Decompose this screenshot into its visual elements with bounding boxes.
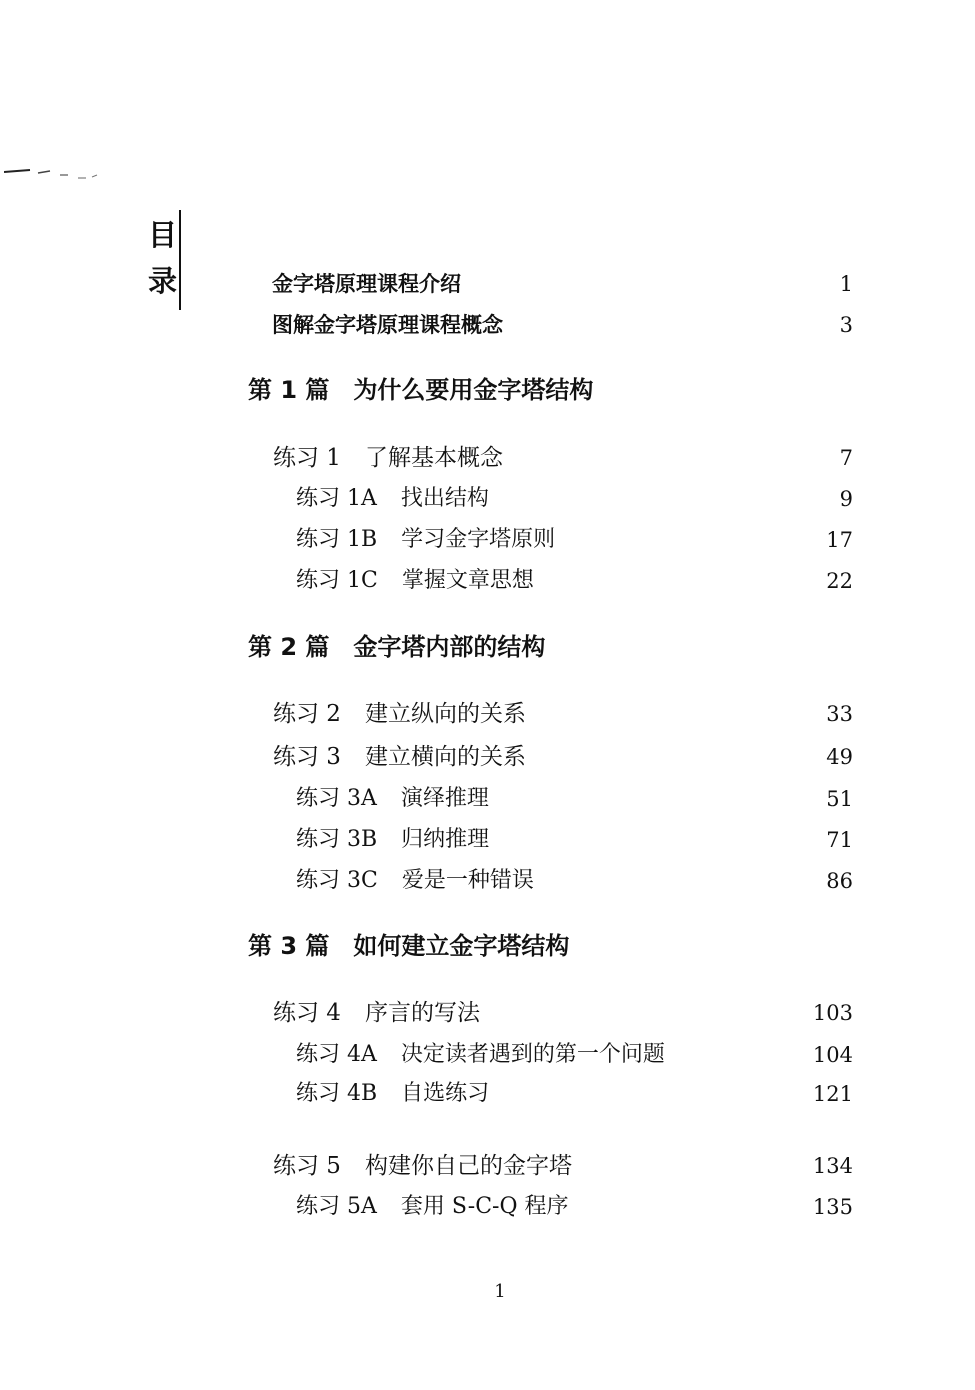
subexercise-heading — [296, 1189, 569, 1225]
toc-entry-page: 33 — [826, 702, 853, 726]
toc-entry-subexercise — [0, 481, 975, 517]
exercise-heading — [273, 995, 480, 1031]
toc-entry-exercise — [0, 995, 975, 1031]
part-heading-text — [248, 926, 569, 966]
exercise-number: 练习 1 — [273, 445, 341, 471]
toc-entry-subexercise — [0, 863, 975, 899]
toc-part-heading — [0, 926, 975, 966]
toc-entry-subexercise — [0, 522, 975, 558]
part-heading-text — [248, 627, 545, 667]
exercise-number: 练习 4 — [273, 1000, 341, 1026]
subexercise-heading — [296, 1076, 489, 1112]
toc-entry-intro — [0, 266, 975, 302]
subexercise-title: 掌握文章思想 — [401, 568, 534, 593]
subexercise-number: 练习 1A — [296, 486, 377, 511]
toc-entry-title: 金字塔原理课程介绍 — [272, 272, 461, 296]
subexercise-title: 演绎推理 — [400, 786, 489, 811]
toc-entry-page: 104 — [812, 1043, 853, 1067]
subexercise-number: 练习 1B — [296, 527, 378, 552]
toc-entry-page: 103 — [812, 1001, 853, 1025]
part-number: 第 1 篇 — [248, 376, 330, 404]
toc-entry-subexercise — [0, 822, 975, 858]
toc-entry-exercise — [0, 696, 975, 732]
subexercise-number: 练习 4A — [296, 1042, 377, 1067]
subexercise-title: 决定读者遇到的第一个问题 — [400, 1042, 665, 1067]
part-number: 第 3 篇 — [248, 932, 330, 960]
side-title-char-2: 录 — [148, 264, 178, 298]
toc-entry-page: 121 — [812, 1082, 853, 1106]
toc-entry-exercise — [0, 739, 975, 775]
subexercise-title: 学习金字塔原则 — [401, 527, 556, 552]
exercise-heading — [273, 739, 526, 775]
subexercise-heading — [296, 522, 555, 558]
exercise-title: 了解基本概念 — [364, 445, 503, 471]
exercise-title: 建立纵向的关系 — [364, 701, 526, 727]
subexercise-number: 练习 3C — [296, 868, 378, 893]
subexercise-title: 自选练习 — [401, 1081, 490, 1106]
subexercise-heading — [296, 481, 489, 517]
exercise-number: 练习 5 — [273, 1153, 341, 1179]
exercise-number: 练习 3 — [273, 744, 341, 770]
toc-entry-page: 7 — [839, 446, 853, 470]
subexercise-title: 归纳推理 — [401, 827, 490, 852]
toc-entry-page: 22 — [826, 569, 853, 593]
side-title-char-1: 目 — [148, 218, 178, 252]
subexercise-title: 套用 S-C-Q 程序 — [400, 1194, 569, 1219]
subexercise-number: 练习 5A — [296, 1194, 377, 1219]
toc-entry-page: 51 — [826, 787, 853, 811]
subexercise-title: 找出结构 — [400, 486, 489, 511]
toc-entry-intro — [0, 307, 975, 343]
toc-entry-page: 49 — [826, 745, 853, 769]
footer-page-number: 1 — [494, 1281, 506, 1302]
subexercise-heading — [296, 822, 489, 858]
exercise-title: 构建你自己的金字塔 — [364, 1153, 572, 1179]
subexercise-heading — [296, 863, 534, 899]
toc-entry-page: 71 — [826, 828, 853, 852]
toc-entry-subexercise — [0, 1189, 975, 1225]
exercise-title: 建立横向的关系 — [364, 744, 526, 770]
toc-entry-page: 9 — [839, 487, 853, 511]
exercise-heading — [273, 1148, 572, 1184]
part-number: 第 2 篇 — [248, 633, 330, 661]
toc-entry-exercise — [0, 440, 975, 476]
toc-entry-subexercise — [0, 563, 975, 599]
scan-mark-decoration — [4, 165, 104, 185]
part-title: 如何建立金字塔结构 — [353, 932, 570, 960]
toc-entry-subexercise — [0, 1076, 975, 1112]
exercise-number: 练习 2 — [273, 701, 341, 727]
exercise-heading — [273, 696, 526, 732]
toc-part-heading — [0, 370, 975, 410]
subexercise-number: 练习 1C — [296, 568, 378, 593]
part-title: 金字塔内部的结构 — [353, 633, 546, 661]
toc-entry-page: 134 — [812, 1154, 853, 1178]
subexercise-title: 爱是一种错误 — [401, 868, 534, 893]
toc-entry-page: 1 — [839, 272, 853, 296]
toc-entry-page: 3 — [839, 313, 853, 337]
toc-entry-title: 图解金字塔原理课程概念 — [272, 313, 503, 337]
exercise-heading — [273, 440, 503, 476]
toc-entry-subexercise — [0, 781, 975, 817]
toc-entry-exercise — [0, 1148, 975, 1184]
part-heading-text — [248, 370, 593, 410]
subexercise-number: 练习 4B — [296, 1081, 378, 1106]
subexercise-number: 练习 3B — [296, 827, 378, 852]
subexercise-heading — [296, 563, 534, 599]
toc-entry-page: 86 — [826, 869, 853, 893]
toc-part-heading — [0, 627, 975, 667]
toc-entry-page: 135 — [812, 1195, 853, 1219]
part-title: 为什么要用金字塔结构 — [353, 376, 594, 404]
toc-entry-subexercise — [0, 1037, 975, 1073]
subexercise-heading — [296, 781, 489, 817]
toc-entry-page: 17 — [826, 528, 853, 552]
subexercise-number: 练习 3A — [296, 786, 377, 811]
exercise-title: 序言的写法 — [364, 1000, 480, 1026]
subexercise-heading — [296, 1037, 665, 1073]
